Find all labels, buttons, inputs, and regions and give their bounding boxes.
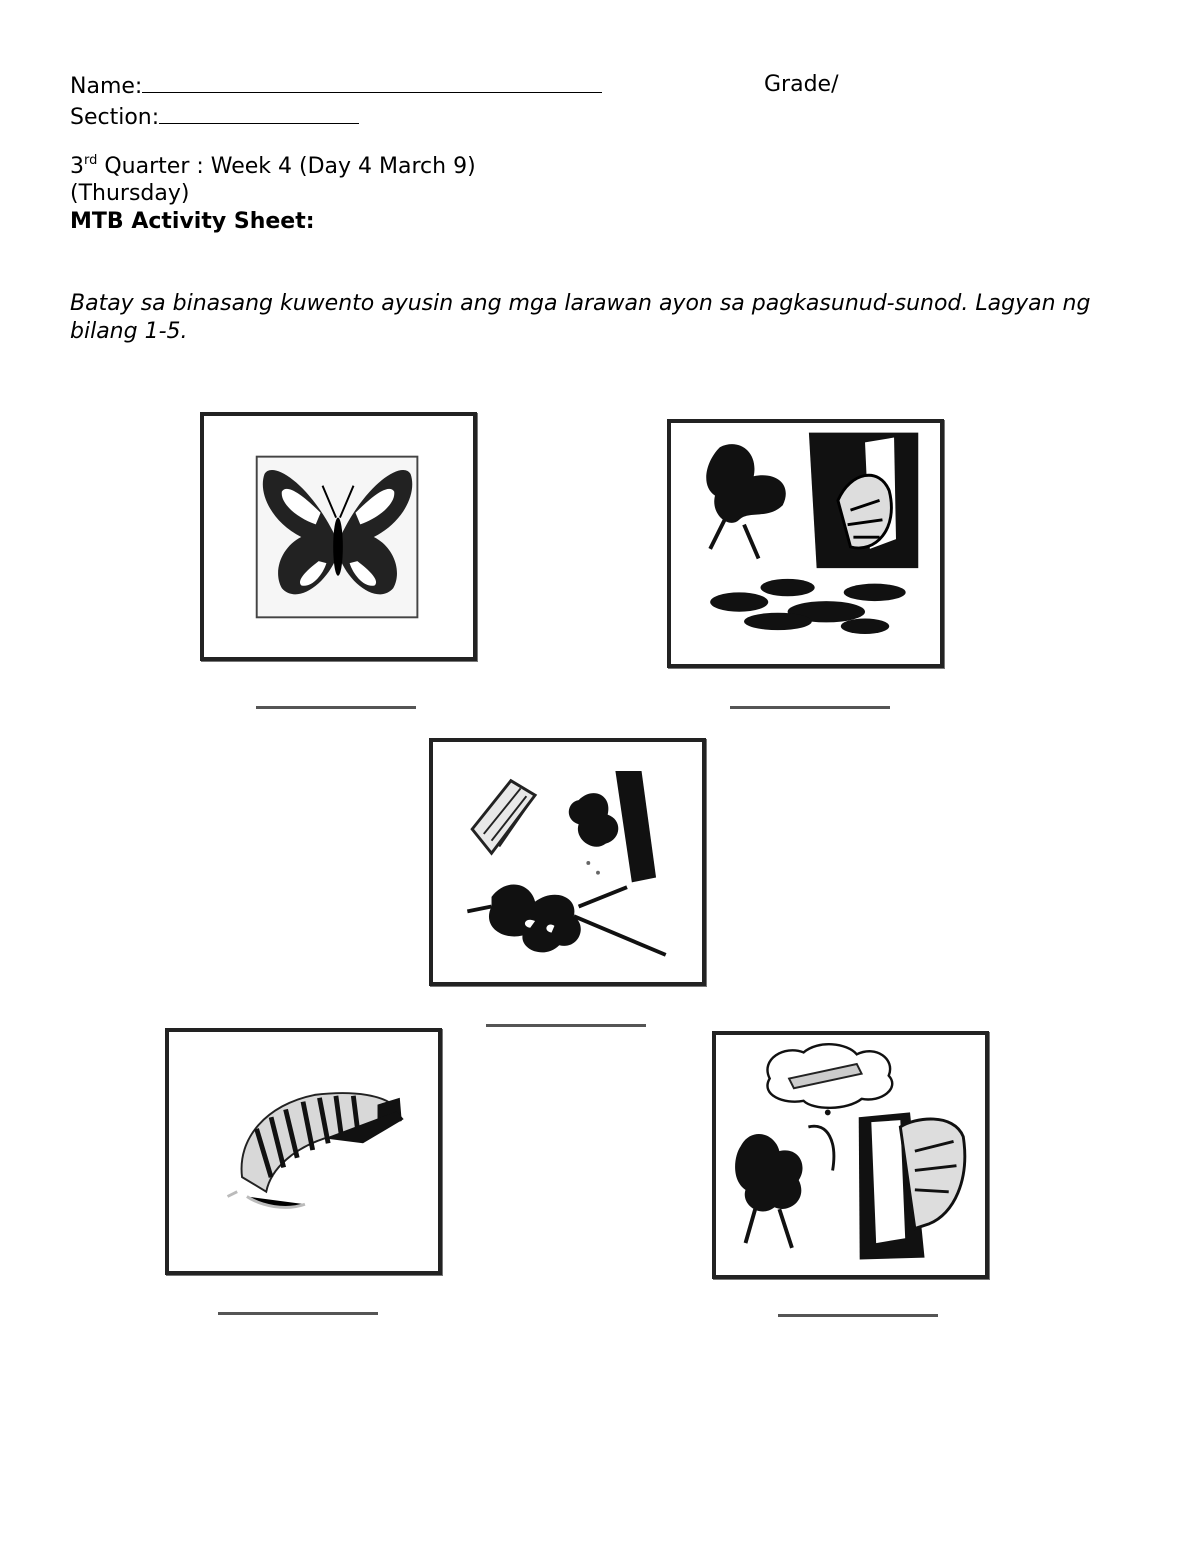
section-field[interactable]: [159, 103, 359, 124]
quarter-text: Quarter : Week 4 (Day 4 March 9): [97, 154, 476, 179]
butterfly-thought-bubble-icon: [716, 1035, 985, 1275]
caterpillar-and-flowers-icon: [433, 742, 702, 982]
picture-butterfly-on-tree: [667, 419, 944, 668]
picture-caterpillar: [165, 1028, 442, 1275]
answer-blank-5[interactable]: [778, 1314, 938, 1317]
answer-blank-1[interactable]: [256, 706, 416, 709]
name-field[interactable]: [142, 72, 602, 93]
picture-butterfly: [200, 412, 477, 661]
answer-blank-2[interactable]: [730, 706, 890, 709]
quarter-suffix: rd: [84, 153, 98, 168]
butterfly-icon: [204, 416, 473, 657]
sheet-title: MTB Activity Sheet:: [70, 209, 315, 234]
section-label: Section:: [70, 105, 160, 130]
day-line: (Thursday): [70, 181, 190, 206]
picture-caterpillar-and-flowers: [429, 738, 706, 986]
answer-blank-3[interactable]: [486, 1024, 646, 1027]
instructions: Batay sa binasang kuwento ayusin ang mga larawan ayon sa pagkasunud-sunod. Lagyan ng bilang 1-5.: [70, 291, 1091, 344]
name-row: [70, 72, 602, 100]
caterpillar-icon: [169, 1032, 438, 1271]
quarter-line: [70, 154, 476, 180]
quarter-number: 3: [70, 154, 84, 179]
picture-butterfly-thought-bubble: [712, 1031, 989, 1279]
butterfly-on-tree-icon: [671, 423, 940, 664]
section-row: [70, 103, 359, 131]
answer-blank-4[interactable]: [218, 1312, 378, 1315]
grade-label: Grade/: [764, 72, 839, 97]
name-label: Name:: [70, 74, 143, 99]
